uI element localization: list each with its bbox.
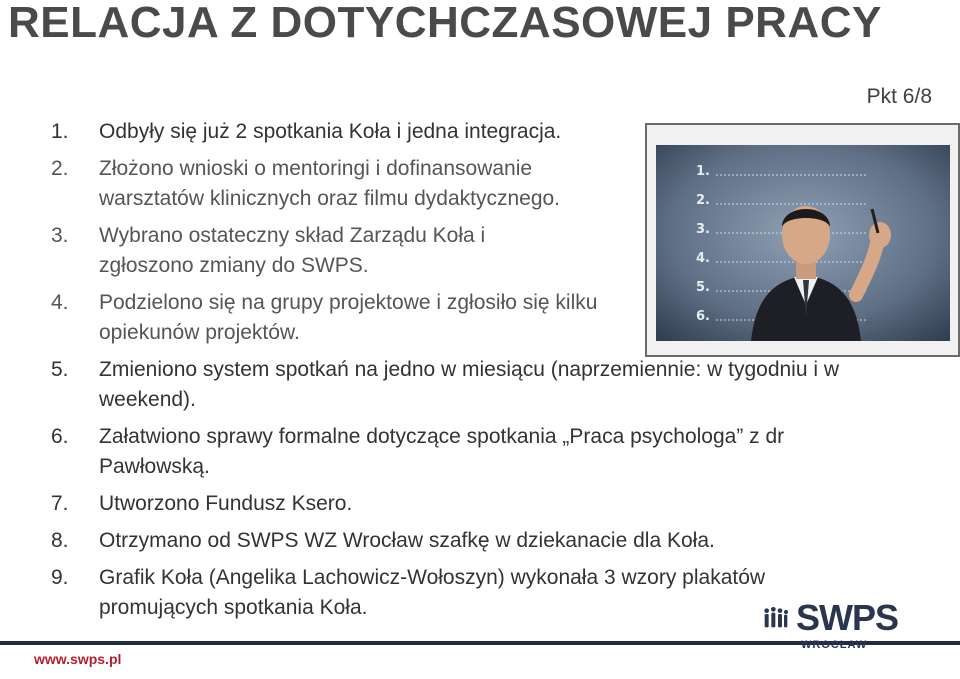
list-item xyxy=(51,154,931,214)
list-item-text: Grafik Koła (Angelika Lachowicz-Wołoszyn) wykonała 3 wzory plakatów promujących spotkania Koła. xyxy=(99,566,766,619)
list-item-number: 6. xyxy=(51,425,69,448)
footer-url: www.swps.pl xyxy=(34,651,122,667)
photo-list-number: 4. xyxy=(696,251,710,266)
photo-list-number: 5. xyxy=(696,280,710,295)
list-item-number: 3. xyxy=(51,224,69,247)
logo-city: WROCŁAW xyxy=(801,639,868,651)
logo-wordmark: SWPS xyxy=(796,597,899,638)
list-item-number: 8. xyxy=(51,529,69,552)
photo-list-number: 6. xyxy=(696,309,710,324)
list-item xyxy=(51,117,931,147)
list-item-text: Zmieniono system spotkań na jedno w miesiącu (naprzemiennie: w tygodniu i w weekend). xyxy=(99,358,840,411)
list-item-number: 5. xyxy=(51,358,69,381)
list-item xyxy=(51,288,931,348)
list-item xyxy=(51,221,931,281)
photo-list-number: 3. xyxy=(696,222,710,237)
list-item-text: Złożono wnioski o mentoringi i dofinansowanie warsztatów klinicznych oraz filmu dydaktycznego. xyxy=(99,157,561,210)
list-item-text: Utworzono Fundusz Ksero. xyxy=(99,492,353,515)
photo-list-number: 1. xyxy=(696,164,710,179)
list-item xyxy=(51,526,931,556)
list-item-text: Odbyły się już 2 spotkania Koła i jedna integracja. xyxy=(99,120,562,143)
list-item-number: 4. xyxy=(51,291,69,314)
list-item-text: Otrzymano od SWPS WZ Wrocław szafkę w dziekanacie dla Koła. xyxy=(99,529,715,552)
list-item xyxy=(51,422,931,482)
list-item-number: 7. xyxy=(51,492,69,515)
slide-number: Pkt 6/8 xyxy=(866,85,932,108)
progress-list xyxy=(51,117,931,623)
list-item-number: 1. xyxy=(51,120,69,143)
slide-title: RELACJA Z DOTYCHCZASOWEJ PRACY xyxy=(8,0,882,47)
list-item-number: 2. xyxy=(51,157,69,180)
list-item-text: Wybrano ostateczny skład Zarządu Koła i zgłoszono zmiany do SWPS. xyxy=(99,224,486,277)
photo-list-number: 2. xyxy=(696,193,710,208)
people-logo-icon xyxy=(756,604,796,644)
list-item-text: Załatwiono sprawy formalne dotyczące spotkania „Praca psychologa” z dr Pawłowską. xyxy=(99,425,785,478)
list-item-number: 9. xyxy=(51,566,69,589)
list-item xyxy=(51,489,931,519)
list-item-text: Podzielono się na grupy projektowe i zgłosiło się kilku opiekunów projektów. xyxy=(99,291,598,344)
list-item xyxy=(51,355,931,415)
